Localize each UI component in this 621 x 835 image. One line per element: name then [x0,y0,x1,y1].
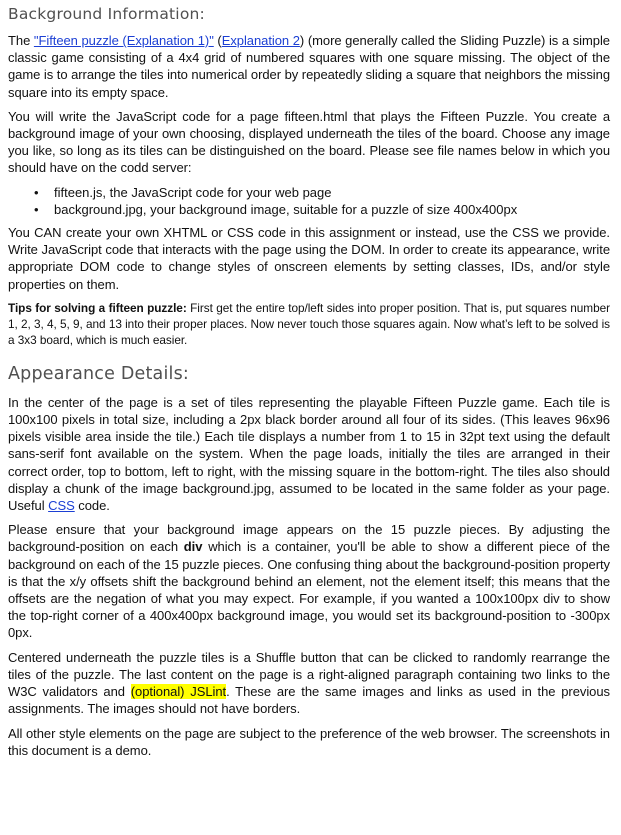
appearance-paragraph-1: In the center of the page is a set of tiles representing the playable Fifteen Puzzle game. Each tile is 100x100 pixels in total size, including a 2px black border around all four of its sides. (This leaves 96x96 pixels visible area inside the tile.) Each tile displays a number from 1 to 15 in 32pt text using the default sans-serif font available on the system. When the page loads, initially the tiles are arranged in their correct order, top to bottom, left to right, with the missing square in the bottom-right. The tiles also should display a chunk of the image background.jpg, assumed to be located in the same folder as your page. Useful CSS code. [8,394,610,514]
appearance-paragraph-2: Please ensure that your background image appears on the 15 puzzle pieces. By adjusting the background-position on each div which is a container, you'll be able to show a different piece of the background on each of the 15 puzzle pieces. One confusing thing about the background-position property is that the x/y offsets shift the background behind an element, not the element itself; this means that the offsets are the negation of what you may expect. For example, if you wanted a 100x100px div to show the top-right corner of a 400x400px background image, you would set its background-position to -300px 0px. [8,522,610,641]
appearance-paragraph-4: All other style elements on the page are subject to the preference of the web browser. The screenshots in this document is a demo. [8,725,610,758]
document-page [8,4,610,766]
background-heading: Background Information: [8,5,205,23]
css-link[interactable]: CSS [48,498,75,514]
appearance-heading: Appearance Details: [8,363,190,384]
jslint-highlight: (optional) JSLint [130,684,227,700]
appearance-paragraph-3: Centered underneath the puzzle tiles is a Shuffle button that can be clicked to randomly rearrange the tiles of the puzzle. The last content on the page is a right-aligned paragraph containing two links to the W3C validators and (optional) JSLint. These are the same images and links as used in the previous assignments. The images should not have borders. [8,649,610,717]
fifteen-puzzle-link[interactable]: "Fifteen puzzle (Explanation 1)" [33,33,214,48]
tips-label: Tips for solving a fifteen puzzle: [8,300,187,315]
background-paragraph-2: You will write the JavaScript code for a page fifteen.html that plays the Fifteen Puzzle. You create a background image of your own choosing, displayed underneath the tiles of the board. Choose any image you like, so long as its tiles can be distinguished on the board. Please see file names below in which you should have on the codd server: [8,108,610,176]
list-item: • background.jpg, your background image, suitable for a puzzle of size 400x400px [34,201,518,217]
file-list [8,184,610,218]
bullet-icon: • [34,184,39,200]
tips-paragraph: Tips for solving a fifteen puzzle: First get the entire top/left sides into proper position. That is, put squares number 1, 2, 3, 4, 5, 9, and 13 into their proper places. Now never touch those squares again. Now what’s left to be solved is a 3x3 board, which is much easier. [8,300,610,347]
background-paragraph-3: You CAN create your own XHTML or CSS code in this assignment or instead, use the CSS we provide. Write JavaScript code that interacts with the page using the DOM. In order to create its appearance, write appropriate DOM code to change styles of onscreen elements by setting classes, IDs, and/or style properties on them. [8,225,610,292]
bullet-icon: • [34,201,39,217]
background-paragraph-1: The "Fifteen puzzle (Explanation 1)" (Explanation 2) (more generally called the Sliding Puzzle) is a simple classic game consisting of a 4x4 grid of numbered squares with one square missing. The object of the game is to arrange the tiles into numerical order by repeatedly sliding a square that neighbors the missing square into its empty space. [8,33,610,100]
explanation-2-link[interactable]: Explanation 2 [221,33,300,48]
list-item: • fifteen.js, the JavaScript code for your web page [34,184,332,200]
